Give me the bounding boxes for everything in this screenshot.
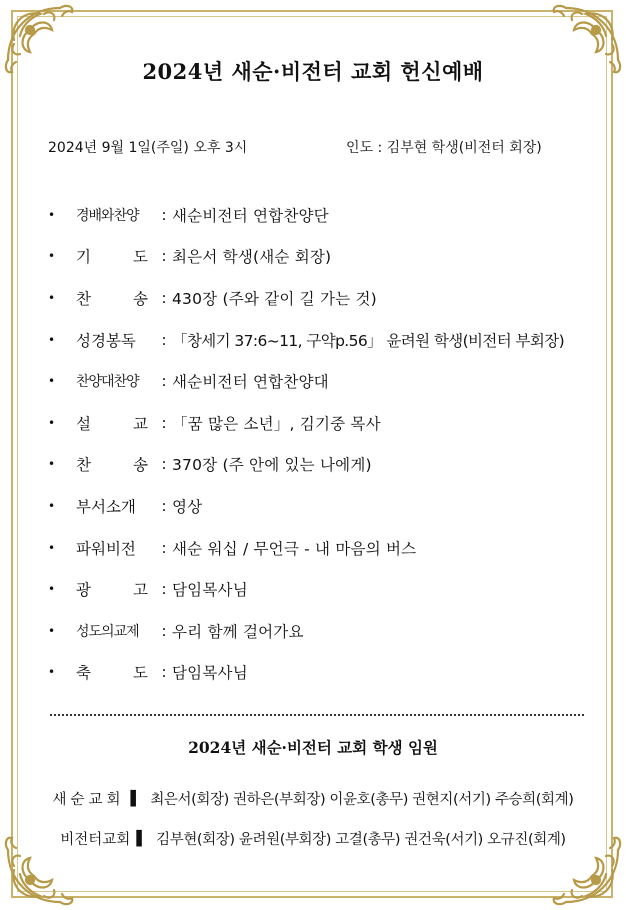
officer-row — [0, 828, 626, 849]
label-char: 기 — [76, 248, 91, 267]
program-label — [76, 661, 156, 683]
label-char: 고 — [133, 581, 148, 600]
officer-members: 최은서(회장) 권하은(부회장) 이윤호(총무) 권현지(서기) 주승희(회계) — [150, 792, 574, 808]
program-label: 파워비전 — [76, 539, 136, 558]
program-item — [44, 610, 604, 652]
label-char: 도 — [133, 664, 148, 683]
program-label — [76, 287, 156, 309]
program-content: 「창세기 37:6~11, 구약p.56」 윤려원 학생(비전터 부회장) — [172, 331, 565, 350]
program-content: 370장 (주 안에 있는 나에게) — [172, 456, 372, 475]
bullet-icon: • — [48, 374, 56, 389]
church-name: 새순교회 — [52, 792, 125, 808]
colon: : — [161, 330, 167, 349]
colon: : — [161, 580, 167, 599]
page-title: 2024년 새순·비전터 교회 헌신예배 — [142, 59, 484, 84]
program-content: 우리 함께 걸어가요 — [172, 622, 304, 641]
colon: : — [161, 247, 167, 266]
program-item — [44, 194, 604, 236]
program-item — [44, 319, 604, 361]
colon: : — [161, 496, 167, 515]
service-date-time: 2024년 9월 1일(주일) 오후 3시 — [48, 140, 248, 156]
colon: : — [161, 288, 167, 307]
label-char: 찬 — [76, 289, 91, 308]
colon: : — [161, 205, 167, 224]
program-item — [44, 277, 604, 319]
dotted-divider — [50, 714, 584, 716]
colon: : — [161, 663, 167, 682]
church-name: 비전터교회 — [60, 832, 131, 848]
colon: : — [161, 455, 167, 474]
program-content: 담임목사님 — [172, 581, 248, 600]
officers-title: 2024년 새순·비전터 교회 학생 임원 — [188, 738, 438, 757]
label-char: 송 — [133, 456, 148, 475]
bullet-icon: • — [48, 540, 56, 555]
colon: : — [161, 621, 167, 640]
program-item — [44, 485, 604, 527]
program-label: 찬양대찬양 — [76, 374, 139, 391]
bullet-icon: • — [48, 623, 56, 638]
program-label: 부서소개 — [76, 497, 136, 516]
program-label: 성도의교제 — [76, 623, 139, 640]
bar-marker-icon: ▌ — [136, 830, 148, 847]
program-content: 새순 워십 / 무언극 - 내 마음의 버스 — [172, 539, 417, 558]
bullet-icon: • — [48, 249, 56, 264]
bullet-icon: • — [48, 582, 56, 597]
officer-row — [0, 788, 626, 809]
program-label: 경배와찬양 — [76, 207, 139, 224]
program-content: 430장 (주와 같이 길 가는 것) — [172, 289, 377, 308]
label-char: 광 — [76, 581, 91, 600]
bar-marker-icon: ▌ — [130, 790, 142, 807]
program-item — [44, 568, 604, 610]
bullet-icon: • — [48, 207, 56, 222]
label-char: 교 — [133, 414, 148, 433]
colon: : — [161, 413, 167, 432]
program-item — [44, 236, 604, 278]
colon: : — [161, 538, 167, 557]
program-label — [76, 453, 156, 475]
program-item — [44, 527, 604, 569]
program-item — [44, 402, 604, 444]
program-label — [76, 245, 156, 267]
program-content: 담임목사님 — [172, 664, 248, 683]
label-char: 설 — [76, 414, 91, 433]
colon: : — [161, 372, 167, 391]
label-char: 찬 — [76, 456, 91, 475]
program-label: 성경봉독 — [76, 331, 136, 350]
bullet-icon: • — [48, 415, 56, 430]
bullet-icon: • — [48, 498, 56, 513]
label-char: 도 — [133, 248, 148, 267]
program-content: 영상 — [172, 497, 203, 516]
bullet-icon: • — [48, 665, 56, 680]
program-item — [44, 444, 604, 486]
label-char: 송 — [133, 289, 148, 308]
program-list — [44, 194, 604, 693]
bullet-icon: • — [48, 332, 56, 347]
program-label — [76, 578, 156, 600]
program-label — [76, 412, 156, 434]
service-leader: 인도 : 김부현 학생(비전터 회장) — [346, 140, 542, 156]
bullet-icon: • — [48, 457, 56, 472]
program-content: 새순비전터 연합찬양대 — [172, 373, 329, 392]
program-item — [44, 360, 604, 402]
program-content: 새순비전터 연합찬양단 — [172, 206, 329, 225]
label-char: 축 — [76, 664, 91, 683]
program-content: 「꿈 많은 소년」, 김기중 목사 — [172, 414, 381, 433]
program-content: 최은서 학생(새순 회장) — [172, 248, 332, 267]
officer-members: 김부현(회장) 윤려원(부회장) 고결(총무) 권건욱(서기) 오규진(회계) — [156, 832, 566, 848]
bullet-icon: • — [48, 290, 56, 305]
program-item — [44, 652, 604, 694]
